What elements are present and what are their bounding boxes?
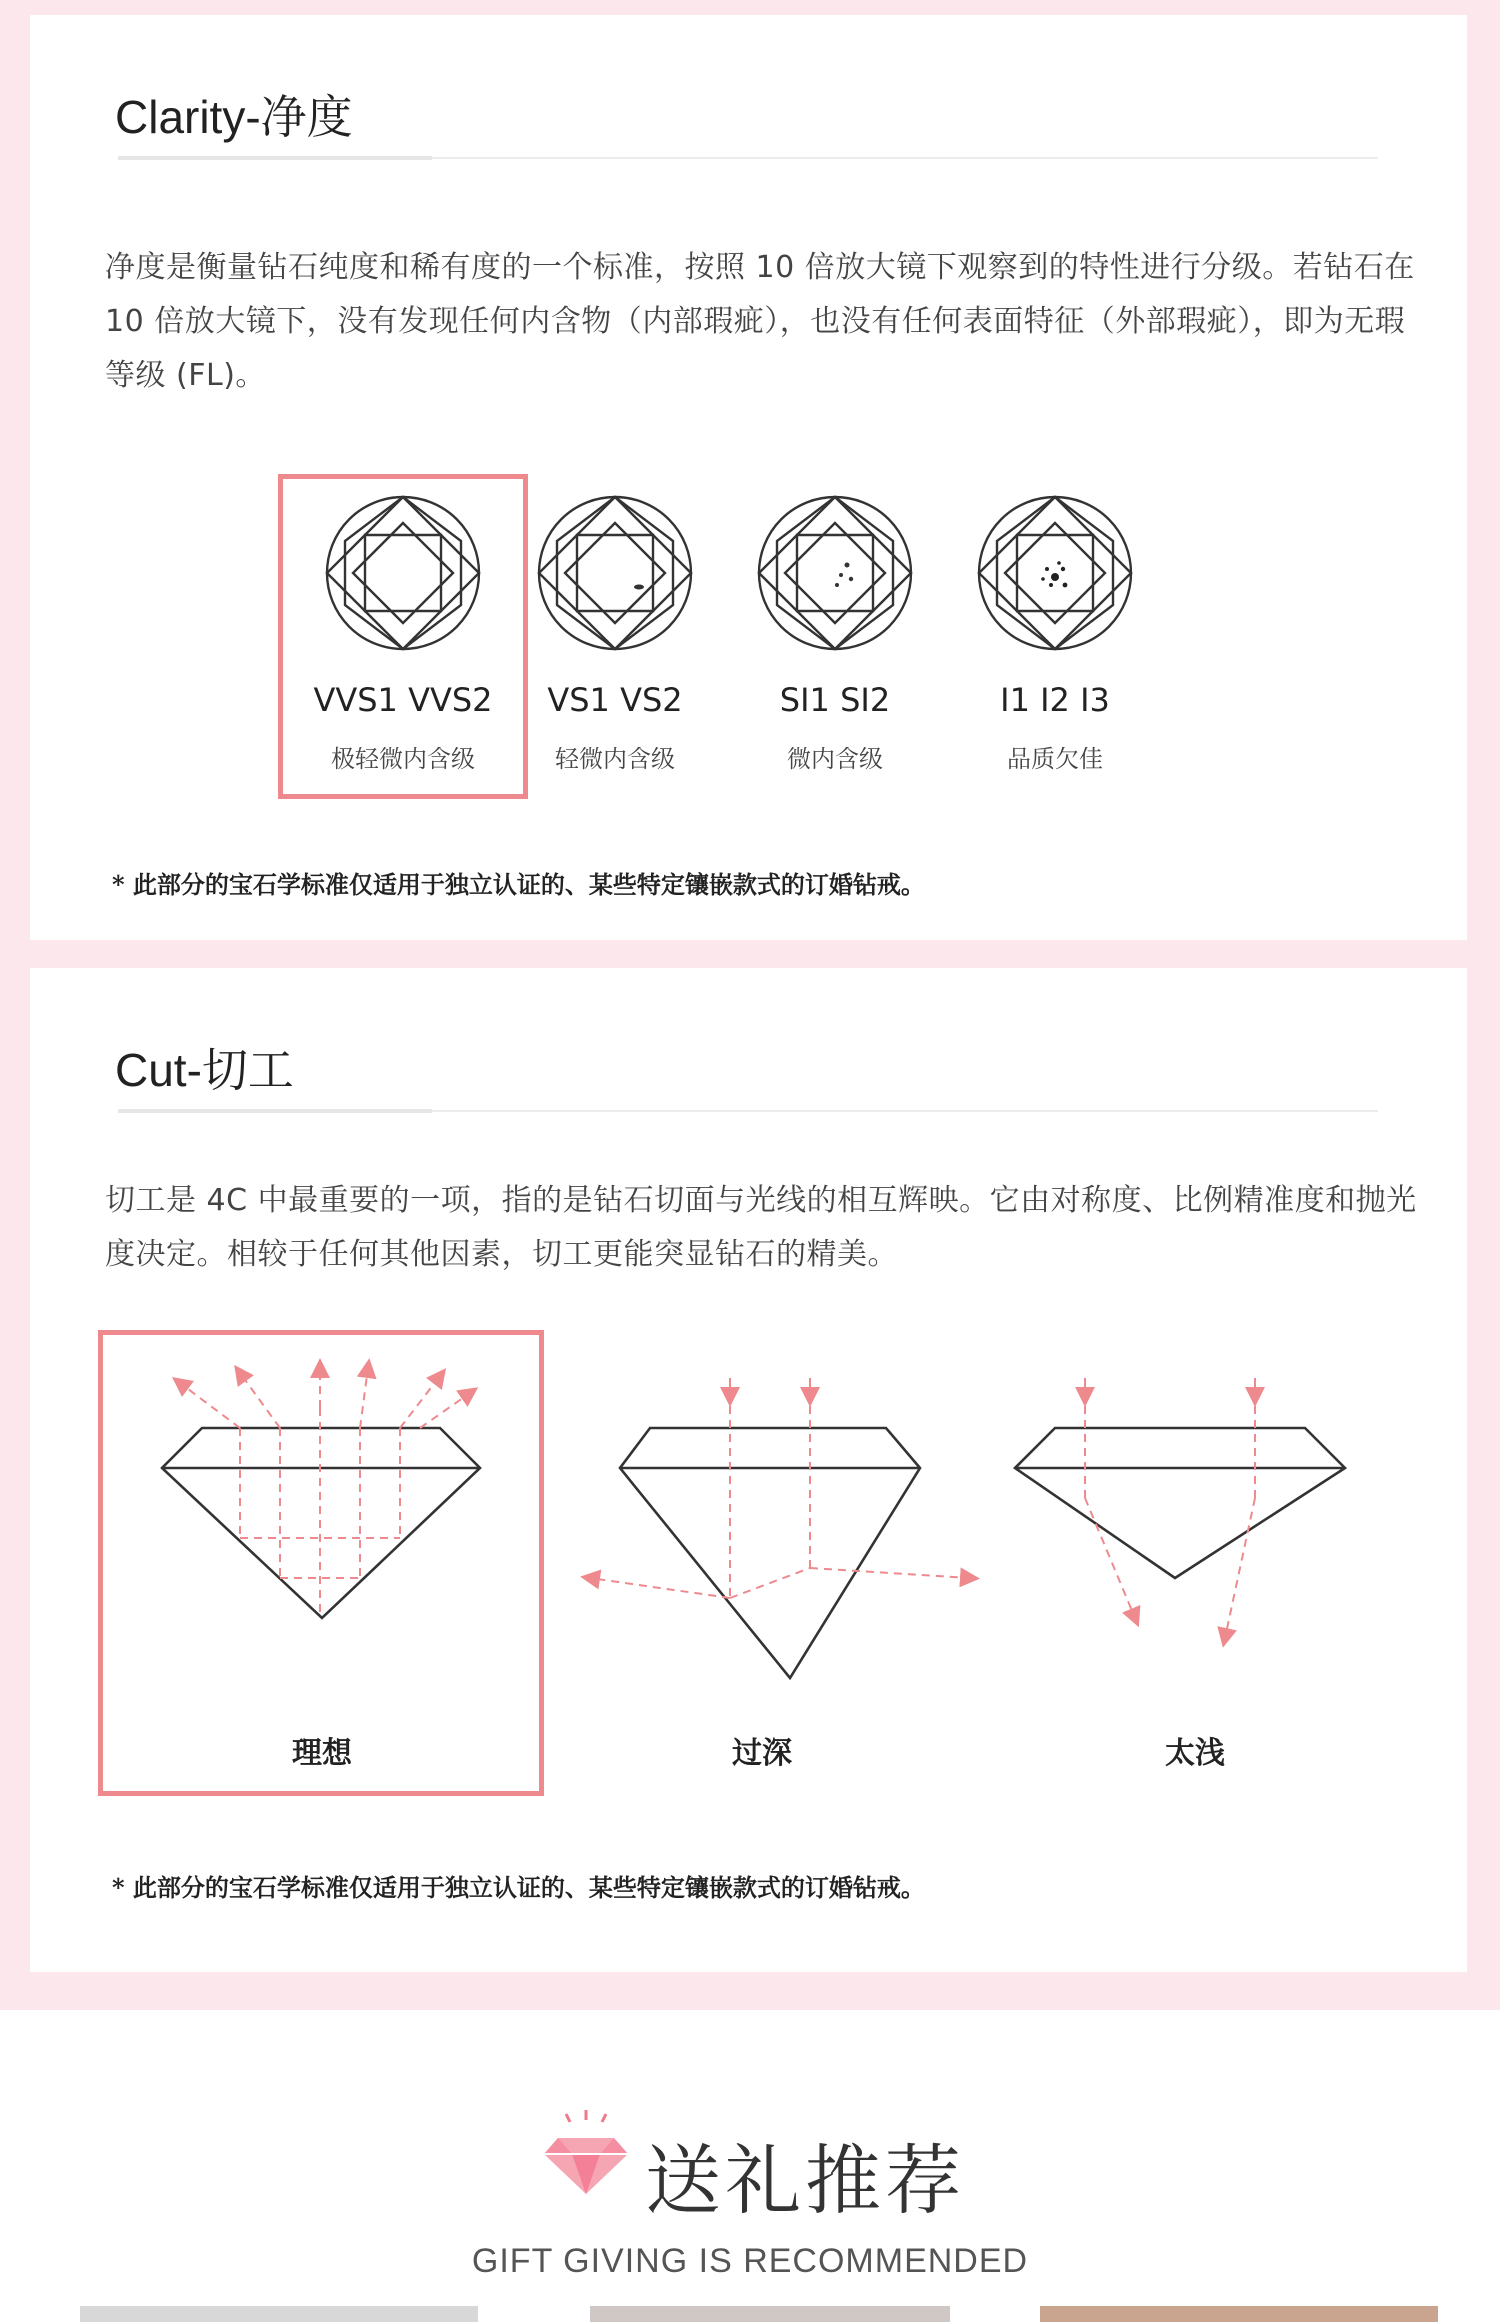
clarity-grade-label: VS1 VS2 — [547, 681, 683, 719]
clarity-grade-vs — [515, 493, 715, 774]
clarity-grade-vvs — [303, 493, 503, 774]
ideal-cut-diagram — [120, 1348, 540, 1688]
clarity-section — [30, 15, 1467, 940]
shallow-cut-diagram — [1005, 1348, 1405, 1688]
clarity-grade-label: VVS1 VVS2 — [313, 681, 493, 719]
cut-label-deep: 过深 — [732, 1736, 792, 1771]
cut-label-ideal: 理想 — [292, 1736, 352, 1771]
clarity-grade-desc: 极轻微内含级 — [331, 745, 475, 773]
cut-section — [30, 968, 1467, 1972]
clarity-grade-desc: 轻微内含级 — [555, 745, 675, 773]
cut-divider — [118, 1110, 1378, 1112]
cut-label-shallow: 太浅 — [1165, 1736, 1225, 1771]
cut-title: Cut-切工 — [115, 1044, 294, 1096]
diamond-top-view-icon — [975, 493, 1135, 653]
clarity-grade-desc: 品质欠佳 — [1007, 745, 1103, 773]
clarity-grade-desc: 微内含级 — [787, 745, 883, 773]
product-thumbnail[interactable] — [1040, 2306, 1438, 2322]
product-thumbnail[interactable] — [590, 2306, 950, 2322]
product-thumbnail[interactable] — [80, 2306, 478, 2322]
clarity-divider — [118, 157, 1378, 159]
diamond-icon — [540, 2108, 632, 2198]
clarity-grade-i — [955, 493, 1155, 774]
cut-footnote: * 此部分的宝石学标准仅适用于独立认证的、某些特定镶嵌款式的订婚钻戒。 — [112, 1873, 925, 1902]
clarity-grade-si — [735, 493, 935, 774]
clarity-footnote: * 此部分的宝石学标准仅适用于独立认证的、某些特定镶嵌款式的订婚钻戒。 — [112, 870, 925, 899]
gift-section — [0, 2010, 1500, 2322]
clarity-description: 净度是衡量钻石纯度和稀有度的一个标准，按照 10 倍放大镜下观察到的特性进行分级。若钻石在 10 倍放大镜下，没有发现任何内含物（内部瑕疵），也没有任何表面特征（外部瑕疵），即为无瑕等级 (FL)。 — [105, 250, 1415, 393]
cut-description: 切工是 4C 中最重要的一项，指的是钻石切面与光线的相互辉映。它由对称度、比例精准度和抛光度决定。相较于任何其他因素，切工更能突显钻石的精美。 — [105, 1183, 1417, 1272]
diamond-top-view-icon — [323, 493, 483, 653]
diamond-top-view-icon — [535, 493, 695, 653]
gift-title: 送礼推荐 — [645, 2136, 965, 2225]
diamond-top-view-icon — [755, 493, 915, 653]
clarity-grade-label: SI1 SI2 — [779, 681, 891, 719]
deep-cut-diagram — [560, 1348, 1000, 1688]
clarity-grade-label: I1 I2 I3 — [1000, 681, 1110, 719]
clarity-title: Clarity-净度 — [115, 91, 353, 143]
gift-subtitle: GIFT GIVING IS RECOMMENDED — [471, 2242, 1029, 2280]
